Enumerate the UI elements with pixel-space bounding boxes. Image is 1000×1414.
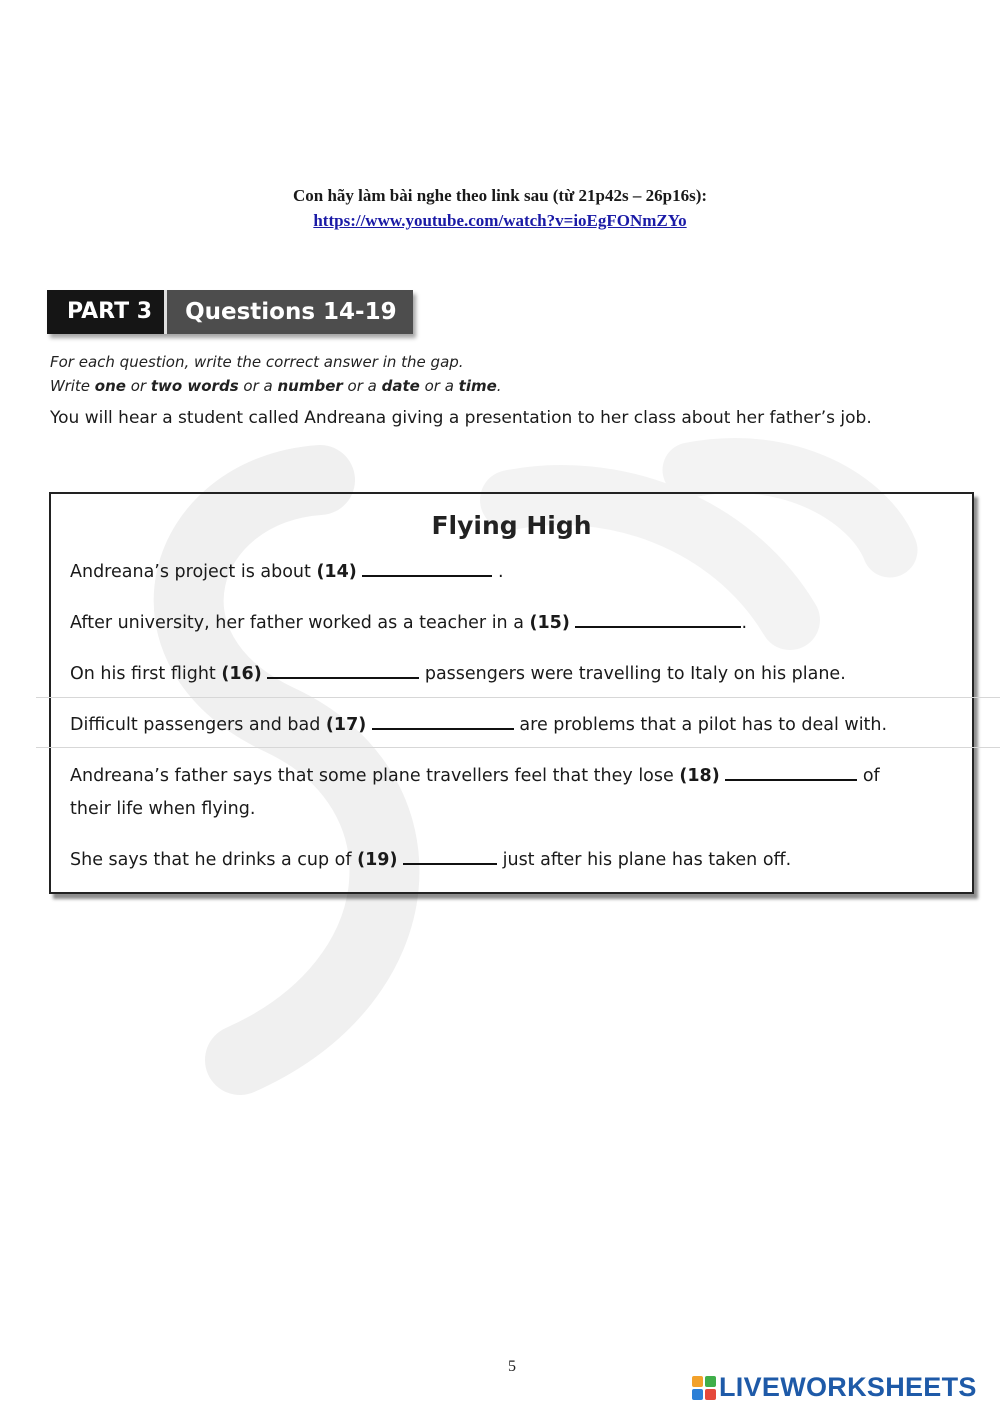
liveworksheets-icon: [692, 1376, 716, 1400]
scan-artifact-line: [36, 747, 1000, 748]
question-18-continued: their life when flying.: [70, 799, 256, 819]
question-14: Andreana’s project is about (14) .: [70, 555, 504, 589]
answer-blank-14[interactable]: [362, 557, 492, 577]
notes-box: [49, 492, 974, 894]
box-title: Flying High: [431, 511, 592, 540]
directions-line-1: For each question, write the correct answer in the gap.: [50, 353, 464, 371]
question-16: On his first flight (16) passengers were travelling to Italy on his plane.: [70, 657, 846, 691]
part-banner: [47, 290, 413, 334]
question-17: Difficult passengers and bad (17) are problems that a pilot has to deal with.: [70, 708, 887, 742]
liveworksheets-logo: [692, 1372, 977, 1403]
questions-range: Questions 14-19: [164, 290, 413, 334]
scan-artifact-line: [36, 697, 1000, 698]
question-19: She says that he drinks a cup of (19) just after his plane has taken off.: [70, 843, 791, 877]
answer-blank-18[interactable]: [725, 761, 857, 781]
page-number: 5: [508, 1358, 516, 1375]
question-15: After university, her father worked as a teacher in a (15) .: [70, 606, 747, 640]
answer-blank-19[interactable]: [403, 845, 497, 865]
answer-blank-17[interactable]: [372, 710, 514, 730]
youtube-link[interactable]: https://www.youtube.com/watch?v=ioEgFONmZYo: [313, 211, 687, 230]
listening-instruction: [0, 183, 1000, 233]
brand-name: LIVEWORKSHEETS: [719, 1372, 977, 1402]
directions-line-2: Write one or two words or a number or a date or a time.: [50, 377, 502, 395]
instruction-text: Con hãy làm bài nghe theo link sau (từ 21p42s – 26p16s):: [292, 186, 708, 205]
task-context: You will hear a student called Andreana giving a presentation to her class about her father’s job.: [50, 408, 872, 428]
answer-blank-15[interactable]: [575, 608, 741, 628]
answer-blank-16[interactable]: [267, 659, 419, 679]
part-label: PART 3: [47, 290, 164, 334]
task-directions: [50, 350, 502, 398]
question-18: Andreana’s father says that some plane travellers feel that they lose (18) of: [70, 759, 880, 793]
